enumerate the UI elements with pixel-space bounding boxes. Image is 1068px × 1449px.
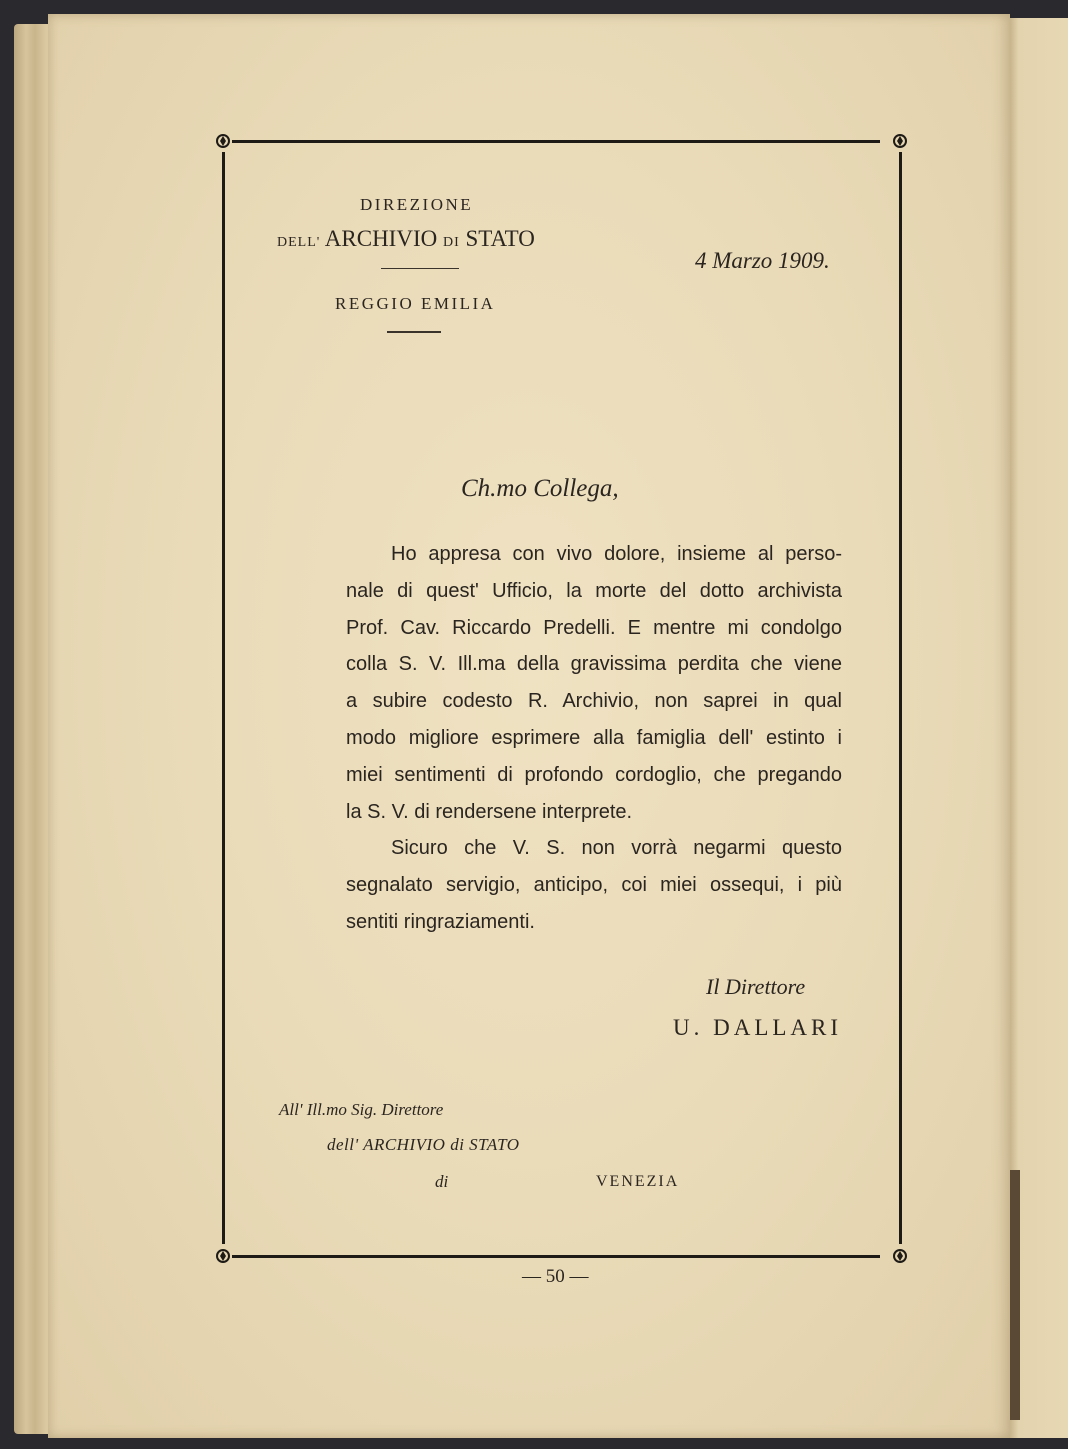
addressee-line2: dell' ARCHIVIO di STATO (327, 1135, 520, 1154)
frame-top-rule (232, 140, 880, 143)
page-number: — 50 — (522, 1266, 589, 1287)
body-line: nale di quest' Ufficio, la morte del dotto archivista (346, 579, 842, 602)
letterhead-direzione: DIREZIONE (360, 195, 474, 214)
corner-ornament-icon (215, 1248, 231, 1264)
letterhead-archivio-word: ARCHIVIO (324, 226, 438, 251)
body-line: Sicuro che V. S. non vorrà negarmi questo (391, 837, 842, 860)
frame-bottom-rule (232, 1255, 880, 1258)
binding-strip (1010, 1170, 1020, 1420)
letter-date: 4 Marzo 1909. (695, 248, 830, 273)
letterhead-archivio (277, 226, 535, 252)
letter-body (346, 536, 842, 941)
body-line: a subire codesto R. Archivio, non saprei in qual (346, 690, 842, 713)
body-line: segnalato servigio, anticipo, coi miei ossequi, i più (346, 874, 842, 897)
signer-title: Il Direttore (706, 974, 806, 999)
signer-name: U. DALLARI (673, 1015, 843, 1040)
corner-ornament-icon (892, 1248, 908, 1264)
body-line: miei sentimenti di profondo cordoglio, che pregando (346, 763, 842, 786)
letterhead-city: REGGIO EMILIA (335, 294, 496, 313)
addressee-di: di (435, 1172, 449, 1191)
body-line: colla S. V. Ill.ma della gravissima perdita che viene (346, 653, 842, 676)
body-line: sentiti ringraziamenti. (346, 910, 535, 933)
letterhead-di: DI (442, 235, 460, 250)
body-line: Ho appresa con vivo dolore, insieme al perso- (391, 543, 842, 565)
salutation: Ch.mo Collega, (461, 475, 619, 502)
frame-left-rule (222, 152, 225, 1244)
corner-ornament-icon (892, 133, 908, 149)
addressee-city: VENEZIA (596, 1173, 680, 1190)
letterhead-divider (381, 268, 459, 269)
corner-ornament-icon (215, 133, 231, 149)
letterhead-dell: DELL' (277, 235, 321, 250)
addressee-line1: All' Ill.mo Sig. Direttore (279, 1100, 444, 1119)
frame-right-rule (899, 152, 902, 1244)
body-line: modo migliore esprimere alla famiglia dell' estinto i (346, 726, 842, 749)
letterhead-divider-short (387, 331, 441, 333)
letterhead-stato-word: STATO (465, 226, 535, 251)
body-line: Prof. Cav. Riccardo Predelli. E mentre mi condolgo (346, 616, 842, 639)
body-line: la S. V. di rendersene interprete. (346, 800, 633, 823)
